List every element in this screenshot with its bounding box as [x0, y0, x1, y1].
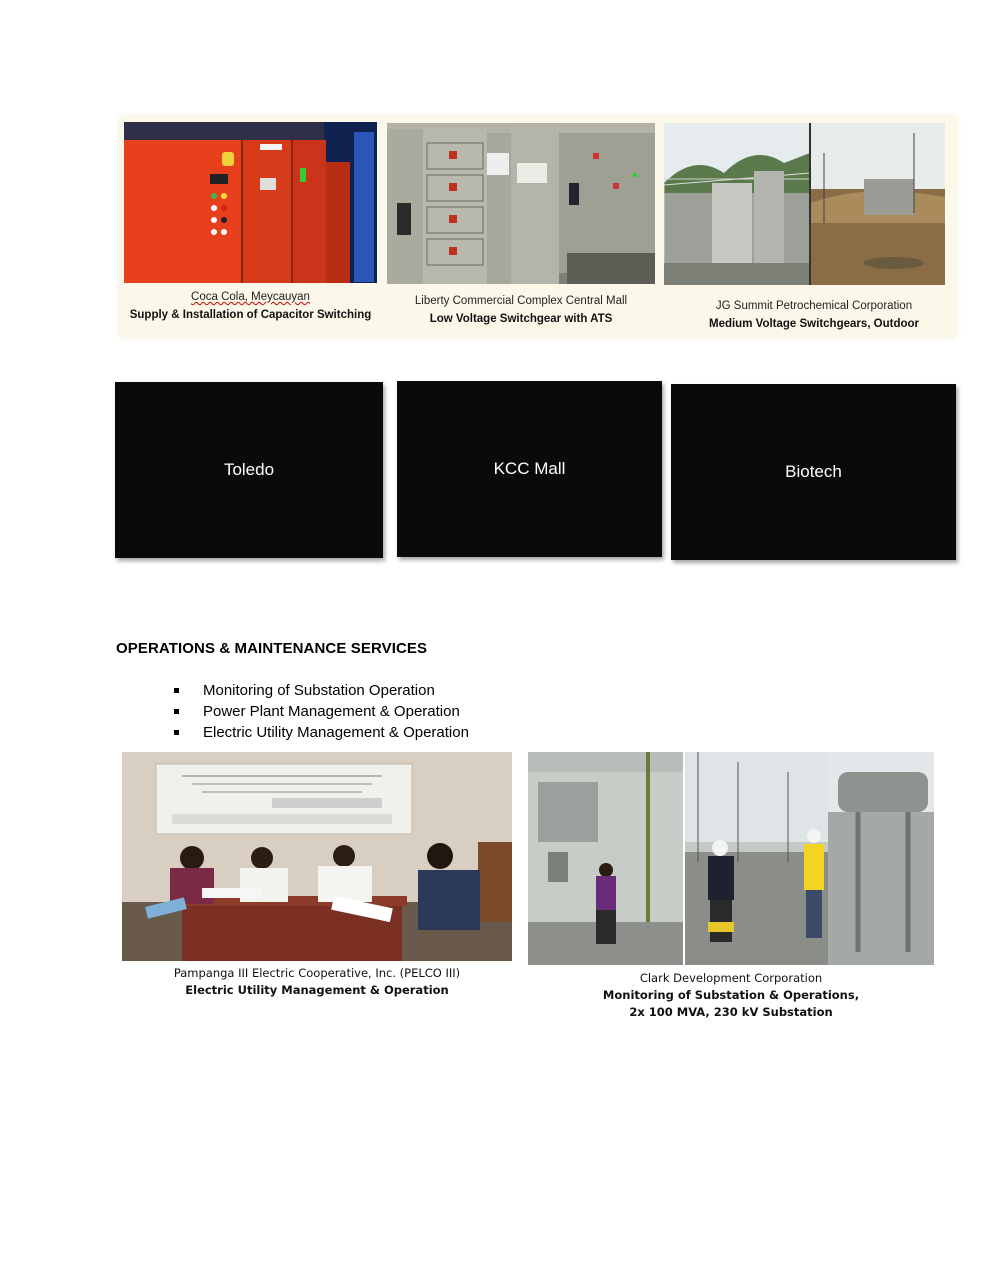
- list-item: Power Plant Management & Operation: [170, 701, 469, 722]
- services-list: [170, 680, 469, 743]
- project-card-label: Toledo: [223, 460, 275, 479]
- caption-liberty-mall: [387, 292, 655, 328]
- list-item: Monitoring of Substation Operation: [170, 680, 469, 701]
- photo-mv-switchgear-outdoor: [664, 123, 945, 285]
- caption-location: Liberty Commercial Complex Central Mall: [414, 295, 628, 307]
- photo-clark-substation: [528, 752, 934, 965]
- caption-location: Coca Cola, Meycauyan: [191, 291, 310, 303]
- project-card-toledo: [115, 382, 383, 558]
- section-title: OPERATIONS & MAINTENANCE SERVICES: [116, 640, 428, 657]
- caption-service: Electric Utility Management & Operation: [185, 983, 449, 997]
- caption-client: Pampanga III Electric Cooperative, Inc. (PELCO III): [173, 966, 461, 980]
- caption-service: Monitoring of Substation & Operations,: [602, 988, 860, 1002]
- photo-capacitor-switching: [124, 122, 377, 283]
- caption-coca-cola: [124, 288, 377, 324]
- project-card-label: Biotech: [785, 462, 842, 481]
- caption-service-detail: 2x 100 MVA, 230 kV Substation: [629, 1005, 833, 1019]
- caption-jg-summit: [664, 297, 964, 333]
- top-gallery: [120, 117, 956, 337]
- caption-clark: [528, 970, 934, 1021]
- photo-pelco-meeting: [122, 752, 512, 961]
- photo-lv-switchgear: [387, 123, 655, 284]
- project-card-biotech: [671, 384, 956, 560]
- caption-description: Supply & Installation of Capacitor Switching: [129, 309, 372, 321]
- caption-client: Clark Development Corporation: [639, 971, 823, 985]
- project-card-label: KCC Mall: [493, 459, 566, 478]
- list-item: Electric Utility Management & Operation: [170, 722, 469, 743]
- project-card-kcc-mall: [397, 381, 662, 557]
- caption-pelco: [122, 965, 512, 999]
- caption-description: Low Voltage Switchgear with ATS: [429, 313, 613, 325]
- caption-location: JG Summit Petrochemical Corporation: [715, 300, 913, 312]
- caption-description: Medium Voltage Switchgears, Outdoor: [708, 318, 919, 330]
